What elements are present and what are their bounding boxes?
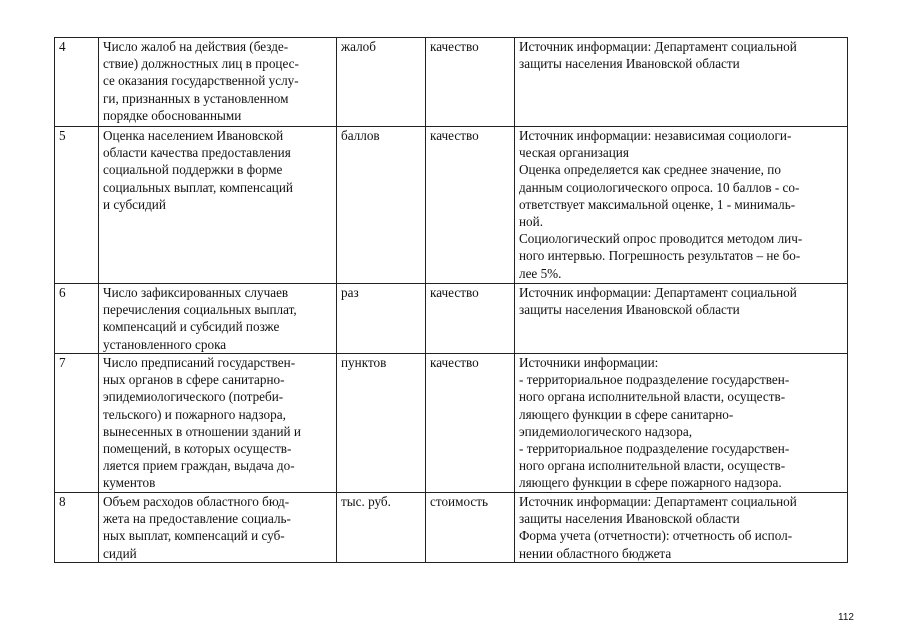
- unit-of-measure: раз: [337, 284, 426, 354]
- indicators-table: [54, 37, 848, 563]
- indicator-type: стоимость: [426, 493, 515, 563]
- row-number: 7: [55, 354, 99, 493]
- indicator-type: качество: [426, 38, 515, 127]
- indicator-type: качество: [426, 354, 515, 493]
- table-row: [55, 127, 848, 284]
- indicator-name: Число жалоб на действия (безде- ствие) должностных лиц в процес- се оказания государственной услу- ги, признанных в установленном порядке обоснованными: [99, 38, 337, 127]
- table-row: [55, 284, 848, 354]
- indicator-name: Оценка населением Ивановской области качества предоставления социальной поддержки в форме социальных выплат, компенсаций и субсидий: [99, 127, 337, 284]
- table-row: [55, 354, 848, 493]
- table-row: [55, 38, 848, 127]
- row-number: 5: [55, 127, 99, 284]
- information-source: Источник информации: Департамент социальной защиты населения Ивановской области: [515, 38, 848, 127]
- row-number: 6: [55, 284, 99, 354]
- information-source: Источники информации: - территориальное подразделение государствен- ного органа исполнительной власти, осуществ- ляющего функции в сфере санитарно- эпидемиологического надзора, - территориальное подразделение государствен- ного органа исполнительной власти, осуществ- ляющего функции в сфере пожарного надзора.: [515, 354, 848, 493]
- indicator-type: качество: [426, 127, 515, 284]
- unit-of-measure: пунктов: [337, 354, 426, 493]
- row-number: 4: [55, 38, 99, 127]
- indicator-type: качество: [426, 284, 515, 354]
- information-source: Источник информации: Департамент социальной защиты населения Ивановской области Форма учета (отчетности): отчетность об испол- нении областного бюджета: [515, 493, 848, 563]
- table-row: [55, 493, 848, 563]
- information-source: Источник информации: независимая социологи- ческая организация Оценка определяется как среднее значение, по данным социологического опроса. 10 баллов - со- ответствует максимальной оценке, 1 - минималь- ной. Социологический опрос проводится методом лич- ного интервью. Погрешность результатов – не бо- лее 5%.: [515, 127, 848, 284]
- row-number: 8: [55, 493, 99, 563]
- unit-of-measure: тыс. руб.: [337, 493, 426, 563]
- unit-of-measure: жалоб: [337, 38, 426, 127]
- information-source: Источник информации: Департамент социальной защиты населения Ивановской области: [515, 284, 848, 354]
- indicator-name: Число зафиксированных случаев перечисления социальных выплат, компенсаций и субсидий позже установленного срока: [99, 284, 337, 354]
- unit-of-measure: баллов: [337, 127, 426, 284]
- indicator-name: Объем расходов областного бюд- жета на предоставление социаль- ных выплат, компенсаций и суб- сидий: [99, 493, 337, 563]
- page-number: 112: [838, 612, 854, 623]
- indicator-name: Число предписаний государствен- ных органов в сфере санитарно- эпидемиологического (потреби- тельского) и пожарного надзора, вынесенных в отношении зданий и помещений, в которых осуществ- ляется прием граждан, выдача до- кументов: [99, 354, 337, 493]
